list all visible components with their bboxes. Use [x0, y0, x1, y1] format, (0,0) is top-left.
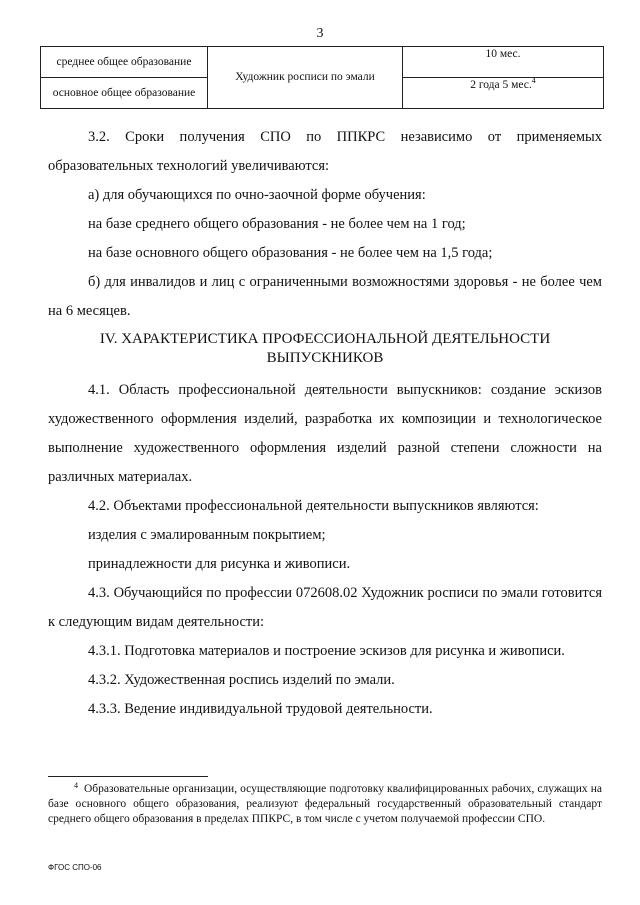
document-code: ФГОС СПО-06: [48, 863, 102, 872]
section-4-text: [48, 376, 602, 724]
section-4-title: [48, 330, 602, 368]
term-cell: [403, 78, 604, 109]
footnote-mark: 4: [74, 781, 78, 790]
section-title-line: IV. ХАРАКТЕРИСТИКА ПРОФЕССИОНАЛЬНОЙ ДЕЯТЕЛЬНОСТИ: [99, 331, 551, 347]
page-number: 3: [316, 26, 324, 41]
education-terms-table: [40, 46, 604, 109]
term-cell: 10 мес.: [403, 47, 604, 78]
section-title-line: ВЫПУСКНИКОВ: [266, 350, 384, 366]
footnote-reference: 4: [531, 76, 536, 86]
term-text: 2 года 5 мес.: [470, 79, 532, 91]
paragraph: 4.3.1. Подготовка материалов и построение эскизов для рисунка и живописи.: [88, 643, 565, 659]
table-row: [41, 47, 604, 78]
paragraph: 4.2. Объектами профессиональной деятельности выпускников являются:: [88, 498, 539, 514]
paragraph: 4.1. Область профессиональной деятельности выпускников: создание эскизов художественного оформления изделий, разработка их композиции и технологическое выполнение художественного оформления изделий разной степени сложности на различных материалах.: [48, 382, 602, 485]
footnote: [48, 782, 602, 827]
education-level-cell: основное общее образование: [41, 78, 208, 109]
profession-cell: Художник росписи по эмали: [208, 47, 403, 109]
education-level-cell: среднее общее образование: [41, 47, 208, 78]
paragraph: 3.2. Сроки получения СПО по ППКРС независимо от применяемых образовательных технологий увеличиваются:: [48, 129, 602, 174]
paragraph: 4.3.3. Ведение индивидуальной трудовой деятельности.: [88, 701, 433, 717]
paragraph: на базе основного общего образования - не более чем на 1,5 года;: [88, 245, 493, 261]
paragraph: принадлежности для рисунка и живописи.: [88, 556, 351, 572]
paragraph: на базе среднего общего образования - не более чем на 1 год;: [88, 216, 466, 232]
paragraph: 4.3.2. Художественная роспись изделий по эмали.: [88, 672, 395, 688]
paragraph: изделия с эмалированным покрытием;: [88, 527, 326, 543]
footnote-divider: [48, 776, 208, 777]
footnote-text: Образовательные организации, осуществляющие подготовку квалифицированных рабочих, служащих на базе основного общего образования, реализуют федеральный государственный образовательный стандарт среднего общего образования в пределах ППКРС, в том числе с учетом получаемой профессии СПО.: [48, 783, 602, 825]
paragraph: а) для обучающихся по очно-заочной форме обучения:: [88, 187, 426, 203]
section-3-text: [48, 123, 602, 326]
paragraph: б) для инвалидов и лиц с ограниченными возможностями здоровья - не более чем на 6 месяцев.: [48, 274, 602, 319]
paragraph: 4.3. Обучающийся по профессии 072608.02 Художник росписи по эмали готовится к следующим видам деятельности:: [48, 585, 602, 630]
